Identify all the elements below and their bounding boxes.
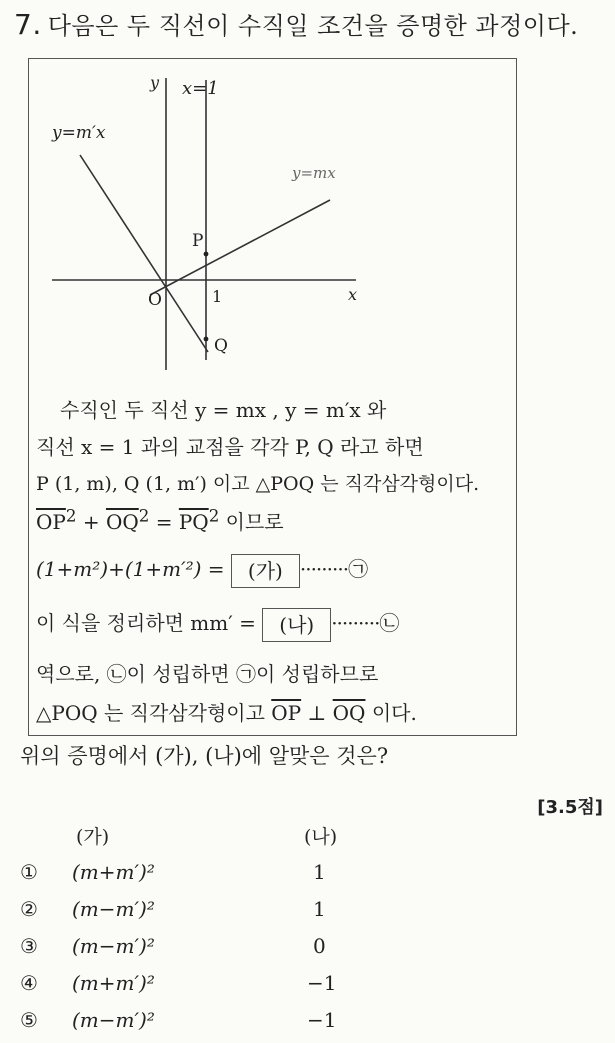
dot-leader: ·········	[299, 557, 349, 581]
proof-line-3: P (1, m), Q (1, m′) 이고 △POQ 는 직각삼각형이다.	[36, 473, 480, 495]
point-p	[204, 252, 209, 257]
line-m-label: y=mx	[292, 164, 336, 182]
proof-line-4: $\overline{OP}^2 + \overline{OQ}^2 = \overline{PQ}^2$ 이므로	[36, 506, 284, 534]
mark-2: ㉡	[379, 611, 400, 635]
blank-na: (나)	[262, 608, 331, 642]
choice-ga: (m−m′)²	[72, 934, 155, 958]
x-axis-label: x	[348, 285, 358, 304]
segment-oq: $\overline{OQ}$	[105, 510, 139, 534]
choice-mark: ①	[20, 860, 38, 884]
question-number: 7.	[14, 8, 42, 41]
simplify-text: 이 식을 정리하면 mm′ =	[36, 611, 256, 635]
proof-line-5	[36, 553, 368, 588]
square-pq: 2	[208, 506, 220, 526]
choice-ga: (m−m′)²	[72, 897, 155, 921]
choice-ga: (m−m′)²	[72, 1008, 155, 1032]
y-axis-label: y	[150, 73, 160, 92]
choice-ga: (m+m′)²	[72, 860, 155, 884]
proof-line-8-start: △POQ 는 직각삼각형이고	[36, 701, 265, 725]
point-q	[204, 337, 209, 342]
choice-4[interactable]	[20, 971, 337, 995]
square-oq: 2	[138, 506, 150, 526]
question-ask: 위의 증명에서 (가), (나)에 알맞은 것은?	[20, 744, 389, 768]
vertical-line-label: x=1	[182, 78, 219, 99]
point-p-label: P	[192, 231, 204, 251]
line-y-m-prime-x	[80, 155, 208, 352]
line-m-prime-label: y=m′x	[52, 123, 106, 143]
blank-ga: (가)	[231, 554, 300, 588]
choice-1[interactable]	[20, 860, 326, 884]
proof-line-1: 수직인 두 직선 y = mx , y = m′x 와	[60, 398, 387, 422]
segment-op-2: $\overline{OP}$	[271, 701, 302, 725]
proof-line-8	[36, 697, 417, 726]
points-badge: [3.5점]	[537, 797, 603, 818]
question-text: 다음은 두 직선이 수직일 조건을 증명한 과정이다.	[47, 12, 579, 40]
dot-leader: ·········	[331, 611, 380, 635]
choice-mark: ②	[20, 897, 38, 921]
proof-line-4-end: 이므로	[225, 510, 284, 534]
choice-na: −1	[307, 971, 337, 995]
tick-one-label: 1	[212, 287, 223, 306]
origin-label: O	[148, 290, 162, 310]
choice-mark: ④	[20, 971, 38, 995]
choice-na: 1	[313, 897, 326, 921]
coordinate-graph	[30, 60, 514, 380]
proof-line-7: 역으로, ㉡이 성립하면 ㉠이 성립하므로	[36, 662, 379, 686]
choice-na: −1	[307, 1008, 337, 1032]
square-op: 2	[65, 506, 77, 526]
choice-header-na: (나)	[304, 826, 338, 848]
choice-mark: ⑤	[20, 1008, 38, 1032]
mark-1: ㉠	[348, 557, 369, 581]
point-q-label: Q	[214, 336, 228, 356]
choice-5[interactable]	[20, 1008, 337, 1032]
segment-op: $\overline{OP}$	[36, 510, 66, 534]
choice-header-ga: (가)	[76, 826, 110, 848]
choice-na: 0	[313, 934, 326, 958]
segment-oq-2: $\overline{OQ}$	[332, 701, 366, 725]
question-title	[14, 6, 578, 41]
choice-2[interactable]	[20, 897, 326, 921]
choice-3[interactable]	[20, 934, 326, 958]
pythagoras-expression: (1+m²)+(1+m′²) =	[36, 557, 225, 581]
segment-pq: $\overline{PQ}$	[178, 510, 209, 534]
perp-symbol: ⊥	[307, 701, 327, 725]
choice-mark: ③	[20, 934, 38, 958]
proof-line-6	[36, 607, 399, 642]
choice-ga: (m+m′)²	[72, 971, 155, 995]
proof-line-8-end: 이다.	[371, 701, 417, 725]
choice-na: 1	[313, 860, 326, 884]
proof-line-2: 직선 x = 1 과의 교점을 각각 P, Q 라고 하면	[36, 435, 424, 459]
